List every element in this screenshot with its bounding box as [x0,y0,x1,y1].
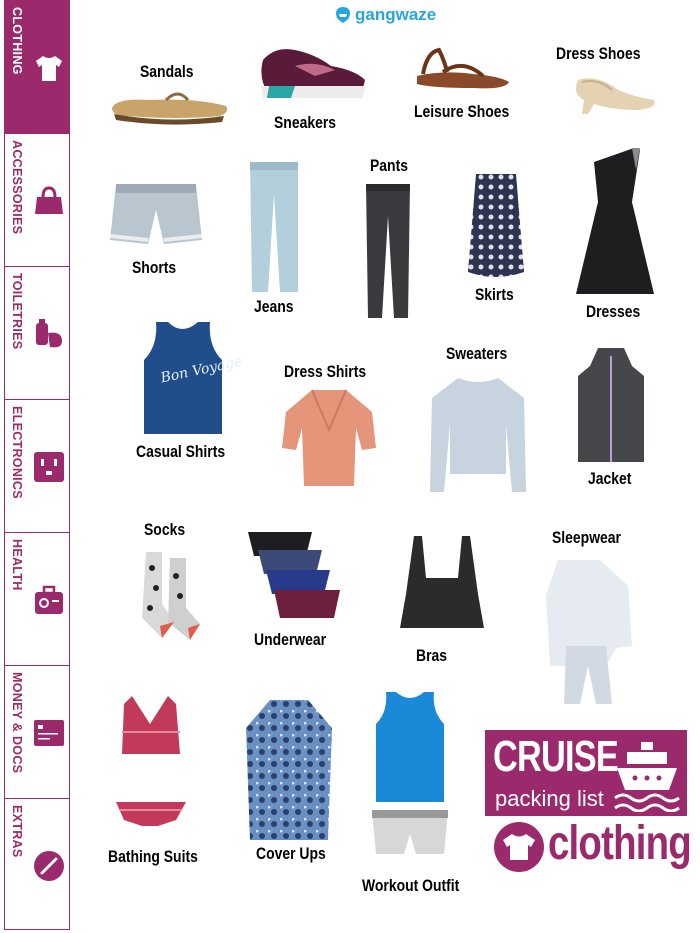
dress-shoes-image [568,70,660,116]
tab-label: CLOTHING [10,7,24,75]
ship-icon [613,738,681,812]
jeans-image [246,160,302,292]
underwear-image [246,530,344,624]
label-socks: Socks [144,520,186,539]
tab-clothing[interactable] [5,1,69,134]
label-shorts: Shorts [132,258,177,277]
tab-health[interactable] [5,533,69,666]
badge-title: CRUISE [493,732,618,781]
sneakers-image [255,40,371,104]
sandals-image [108,86,232,130]
label-pants: Pants [370,156,408,175]
outlet-icon [32,450,66,484]
label-sweaters: Sweaters [446,344,508,363]
label-cover-ups: Cover Ups [256,844,326,863]
tab-label: MONEY & DOCS [10,672,24,774]
jacket-image [576,346,646,464]
workout-outfit-image [370,690,450,868]
label-workout-outfit: Workout Outfit [362,876,460,895]
label-dress-shirts: Dress Shirts [284,362,367,381]
tab-electronics[interactable] [5,400,69,533]
medical-bag-icon [32,583,66,617]
handbag-icon [32,184,66,218]
logo-text: gangwaze [355,5,437,24]
tab-label: EXTRAS [10,805,24,858]
skirts-image [466,172,526,282]
label-sneakers: Sneakers [274,113,337,132]
label-skirts: Skirts [475,285,514,304]
shirt-icon [32,51,66,85]
shirt-icon [494,822,544,872]
sweaters-image [428,374,528,496]
bathing-suits-image [114,694,188,828]
tab-label: ELECTRONICS [10,406,24,499]
extras-icon [32,849,66,883]
credit-card-icon [32,716,66,750]
tank-print-text: Bon Voyage [159,353,244,387]
shorts-image [108,180,204,250]
cruise-packing-list-badge [485,730,687,816]
leisure-shoes-image [413,46,513,94]
cover-ups-image [244,698,334,844]
tab-label: ACCESSORIES [10,140,24,235]
logo-icon [334,6,352,24]
label-jacket: Jacket [588,469,632,488]
label-bathing-suits: Bathing Suits [108,847,198,866]
label-sandals: Sandals [140,62,194,81]
label-casual-shirts: Casual Shirts [136,442,226,461]
dress-shirts-image [282,386,376,490]
badge-subtitle: packing list [495,786,604,811]
label-jeans: Jeans [254,297,294,316]
label-bras: Bras [416,646,448,665]
label-underwear: Underwear [254,630,327,649]
tab-money-docs[interactable] [5,666,69,799]
tab-label: HEALTH [10,539,24,591]
brand-logo[interactable] [334,5,436,25]
label-dresses: Dresses [586,302,641,321]
tab-extras[interactable] [5,799,69,931]
bras-image [396,534,488,632]
pants-image [364,182,412,318]
socks-image [140,548,208,642]
label-leisure-shoes: Leisure Shoes [414,102,510,121]
dresses-image [574,142,656,298]
category-title: clothing [548,817,691,870]
tab-toiletries[interactable] [5,267,69,400]
toiletries-icon [32,317,66,351]
sleepwear-image [536,556,638,706]
label-dress-shoes: Dress Shoes [556,44,641,63]
category-sidebar [4,0,70,930]
clothing-category-icon [494,822,544,872]
label-sleepwear: Sleepwear [552,528,621,547]
tab-label: TOILETRIES [10,273,24,350]
tab-accessories[interactable] [5,134,69,267]
